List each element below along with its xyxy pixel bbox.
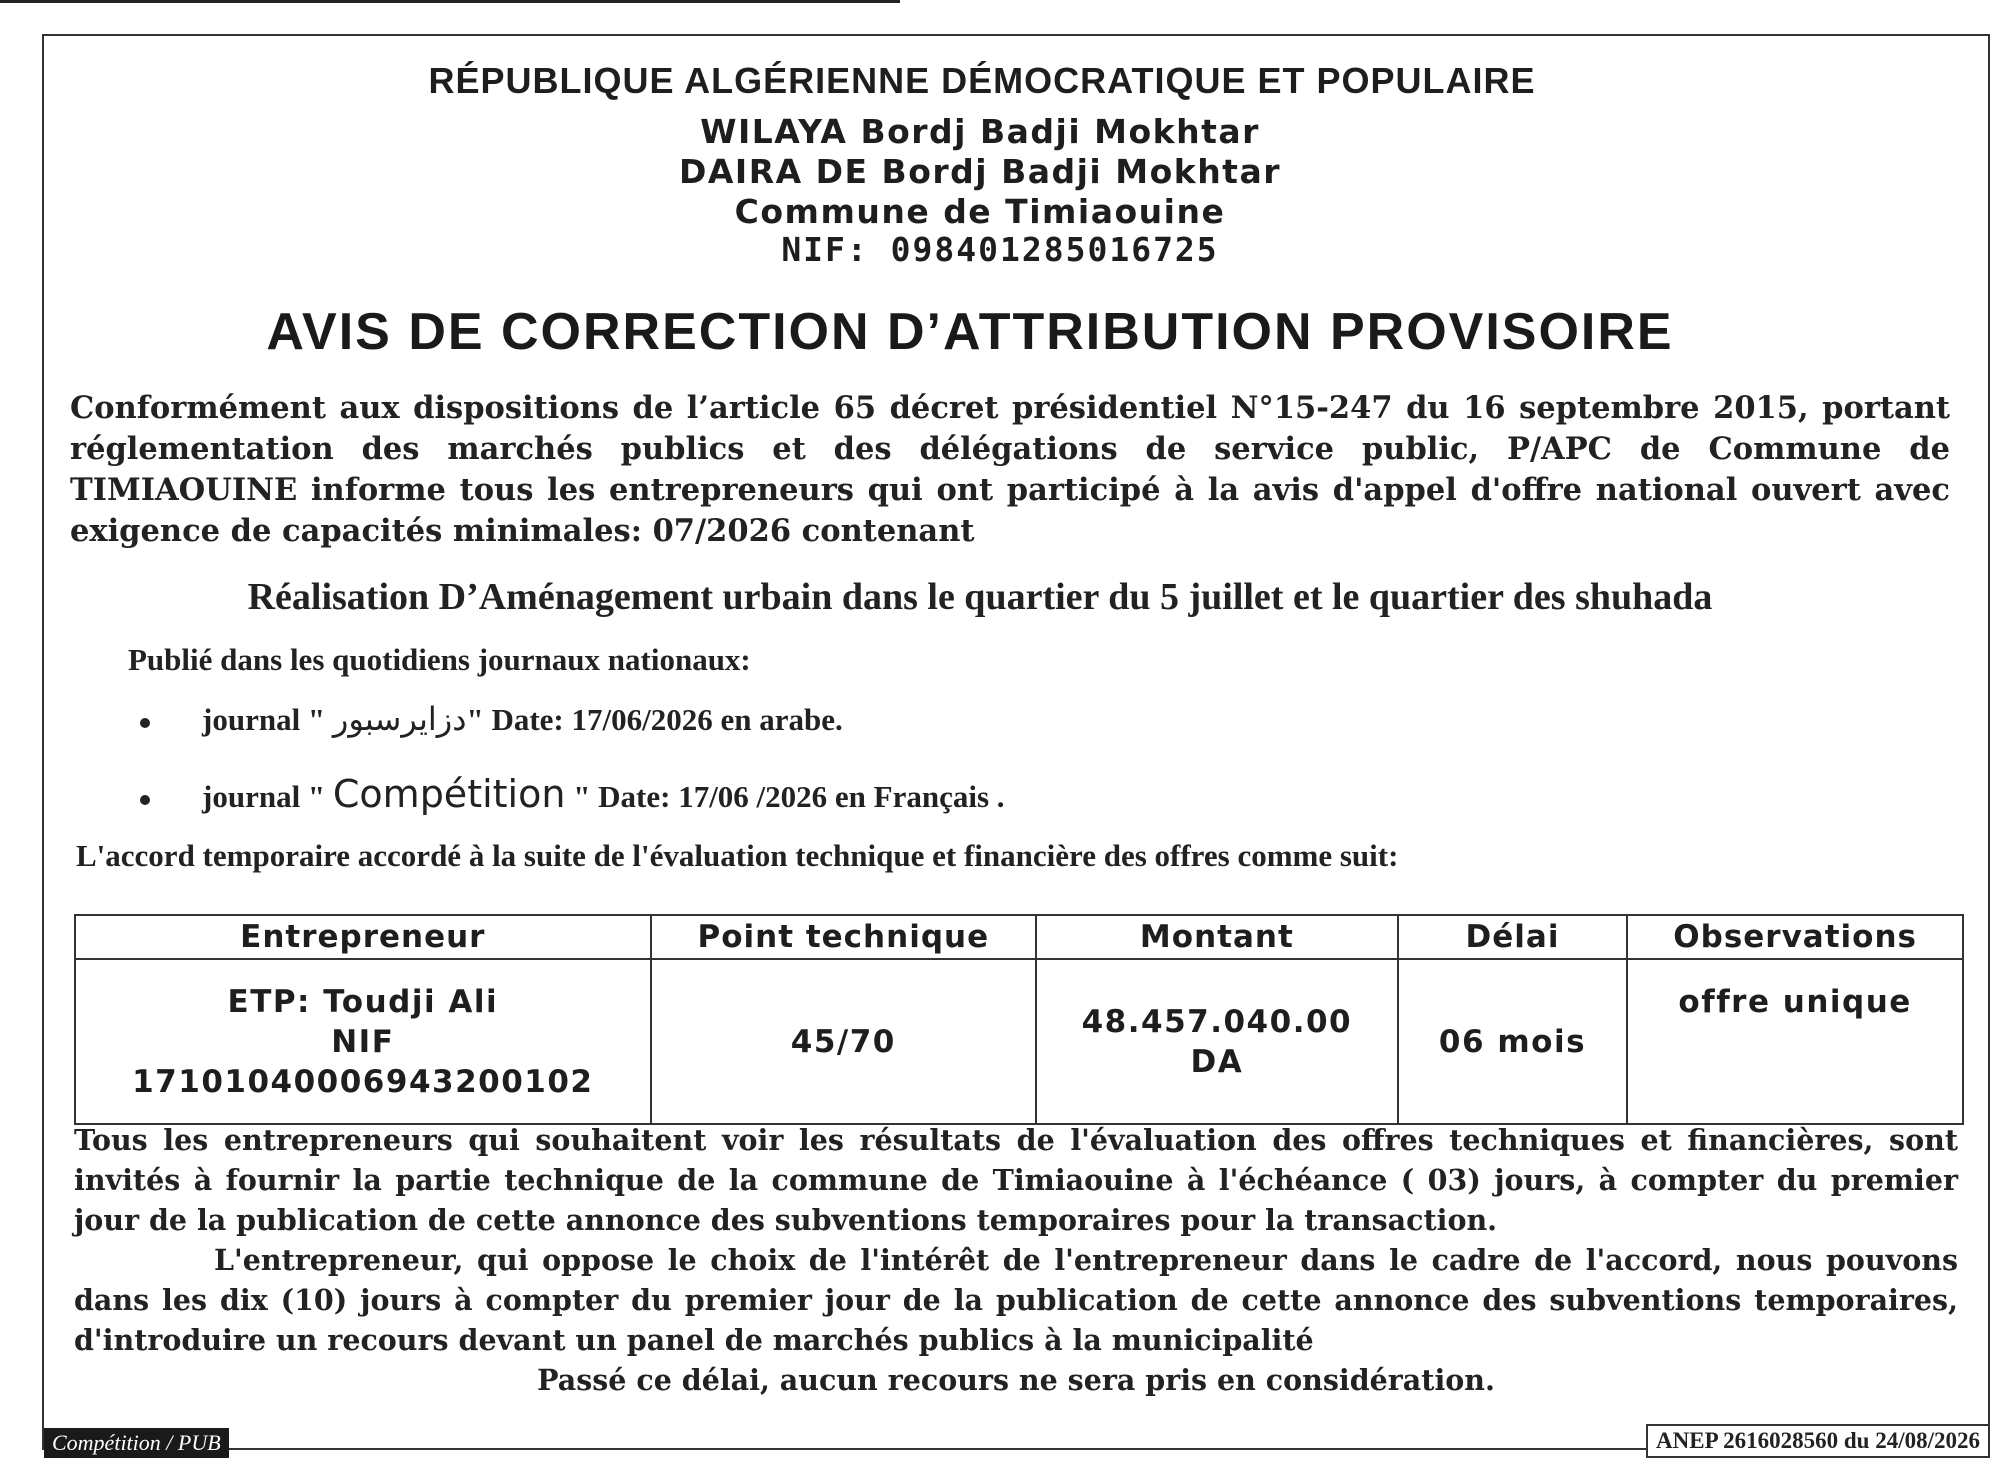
header-commune: Commune de Timiaouine — [734, 192, 1226, 231]
publication-suffix: " Date: 17/06/2026 en arabe. — [466, 702, 843, 737]
publication-heading: Publié dans les quotidiens journaux nationaux: — [128, 642, 751, 677]
cell-observations: offre unique — [1627, 959, 1963, 1124]
cell-entrepreneur — [75, 959, 651, 1124]
cell-montant — [1036, 959, 1398, 1124]
footer-paragraph-3: Passé ce délai, aucun recours ne sera pris en considération. — [537, 1363, 1495, 1397]
publication-prefix: journal " — [202, 779, 333, 814]
project-title: Réalisation D’Aménagement urbain dans le quartier du 5 juillet et le quartier des shuhada — [247, 576, 1713, 618]
footer-paragraph-1: Tous les entrepreneurs qui souhaitent voir les résultats de l'évaluation des offres techniques et financières, sont invités à fournir la partie technique de la commune de Timiaouine à l'échéance ( 03) jours, à compter du premier jour de la publication de cette annonce des subventions temporaires pour la transaction. — [74, 1123, 1958, 1237]
entrepreneur-nif-label: NIF — [331, 1023, 395, 1060]
montant-unit: DA — [1190, 1043, 1244, 1080]
accord-statement: L'accord temporaire accordé à la suite de l'évaluation technique et financière des offres comme suit: — [76, 838, 1399, 873]
results-table — [74, 914, 1964, 1125]
montant-value: 48.457.040.00 — [1081, 1003, 1353, 1040]
header-daira: DAIRA DE Bordj Badji Mokhtar — [678, 152, 1282, 191]
table-header-row — [75, 915, 1963, 959]
publisher-tag: Compétition / PUB — [44, 1428, 229, 1458]
header-republic: RÉPUBLIQUE ALGÉRIENNE DÉMOCRATIQUE ET POPULAIRE — [428, 60, 1536, 101]
publication-prefix: journal " — [202, 702, 333, 737]
col-header-delai: Délai — [1398, 915, 1628, 959]
col-header-observations: Observations — [1627, 915, 1963, 959]
intro-paragraph: Conformément aux dispositions de l’article 65 décret présidentiel N°15-247 du 16 septembre 2015, portant réglementation des marchés publics et des délégations de service public, P/APC de Commune de TIMIAOUINE informe tous les entrepreneurs qui ont participé à la avis d'appel d'offre national ouvert avec exigence de capacités minimales: 07/2026 contenant — [70, 390, 1950, 549]
entrepreneur-name: ETP: Toudji Ali — [227, 983, 499, 1020]
cell-point: 45/70 — [651, 959, 1036, 1124]
table-row — [75, 959, 1963, 1124]
col-header-point: Point technique — [651, 915, 1036, 959]
journal-name-arabic: دزايرسبور — [332, 700, 467, 738]
anep-reference: ANEP 2616028560 du 24/08/2026 — [1646, 1424, 1990, 1458]
footer-paragraph-2: L'entrepreneur, qui oppose le choix de l'intérêt de l'entrepreneur dans le cadre de l'accord, nous pouvons dans les dix (10) jours à compter du premier jour de la publication de cette annonce des subventions temporaires, d'introduire un recours devant un panel de marchés publics à la municipalité — [74, 1243, 1958, 1357]
publication-item-arabic — [140, 700, 843, 738]
footer-text — [74, 1120, 1958, 1400]
col-header-entrepreneur: Entrepreneur — [75, 915, 651, 959]
header-nif: NIF: 098401285016725 — [781, 230, 1219, 269]
header-wilaya: WILAYA Bordj Badji Mokhtar — [700, 112, 1260, 151]
bullet-icon — [140, 795, 150, 805]
cell-delai: 06 mois — [1398, 959, 1628, 1124]
top-rule — [0, 0, 900, 3]
publication-suffix: " Date: 17/06 /2026 en Français . — [565, 779, 1005, 814]
col-header-montant: Montant — [1036, 915, 1398, 959]
bullet-icon — [140, 718, 150, 728]
notice-title: AVIS DE CORRECTION D’ATTRIBUTION PROVISOIRE — [266, 303, 1674, 361]
entrepreneur-nif: 17101040006943200102 — [132, 1063, 594, 1100]
journal-name-french: Compétition — [332, 772, 566, 816]
publication-item-french — [140, 772, 1005, 816]
